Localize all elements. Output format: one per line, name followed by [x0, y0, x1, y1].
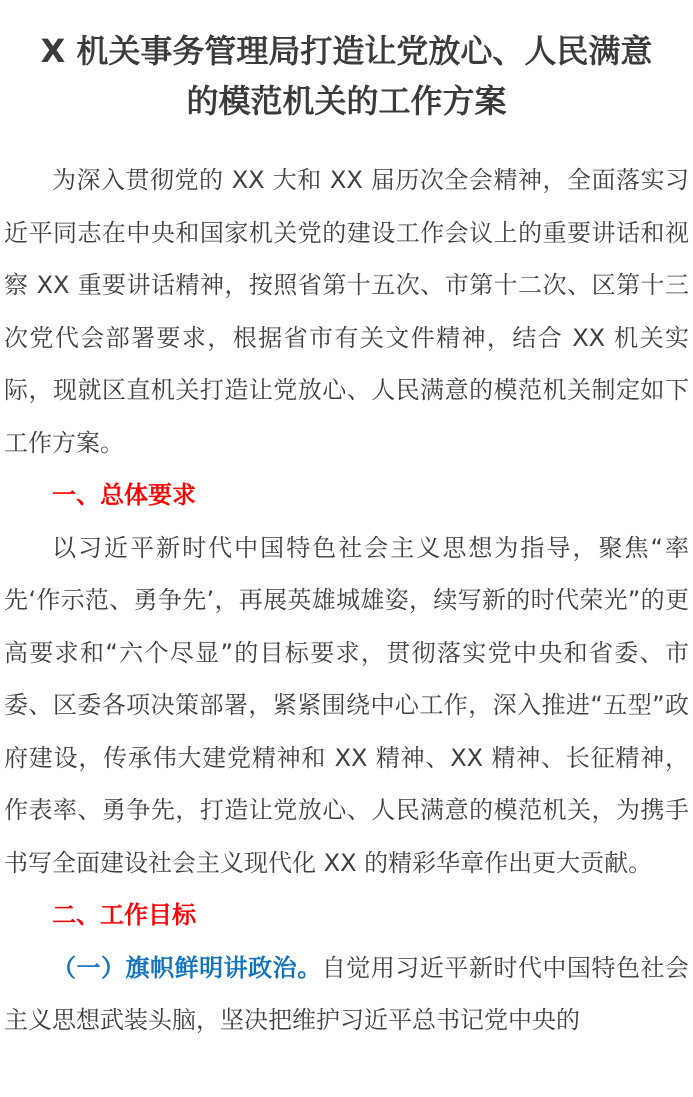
work-goal-item-1 [4, 942, 689, 1047]
section-heading-overall-requirements: 一、总体要求 [52, 481, 196, 509]
document-title-line-1: X 机关事务管理局打造让党放心、人民满意 [40, 32, 653, 70]
document-title-line-2: 的模范机关的工作方案 [186, 82, 507, 120]
work-goal-item-1-text: 自觉用习近平新时代中国特色社会主义思想武装头脑，坚决把维护习近平总书记党中央的 [4, 953, 690, 1034]
document-title [4, 26, 689, 126]
work-goal-item-1-lead: （一）旗帜鲜明讲政治。 [52, 953, 322, 982]
section-heading-work-goals: 二、工作目标 [52, 901, 196, 929]
intro-paragraph: 为深入贯彻党的 XX 大和 XX 届历次全会精神，全面落实习近平同志在中央和国家机关党的建设工作会议上的重要讲话和视察 XX 重要讲话精神，按照省第十五次、市第十二次、区第十三次党代会部署要求，根据省市有关文件精神，结合 XX 机关实际，现就区直机关打造让党放心、人民满意的模范机关制定如下工作方案。 [4, 166, 689, 457]
overall-requirements-paragraph: 以习近平新时代中国特色社会主义思想为指导，聚焦“率先‘作示范、勇争先’，再展英雄城雄姿，续写新的时代荣光”的更高要求和“六个尽显”的目标要求，贯彻落实党中央和省委、市委、区委各项决策部署，紧紧围绕中心工作，深入推进“五型”政府建设，传承伟大建党精神和 XX 精神、XX 精神、长征精神，作表率、勇争先，打造让党放心、人民满意的模范机关，为携手书写全面建设社会主义现代化 XX 的精彩华章作出更大贡献。 [4, 533, 689, 877]
